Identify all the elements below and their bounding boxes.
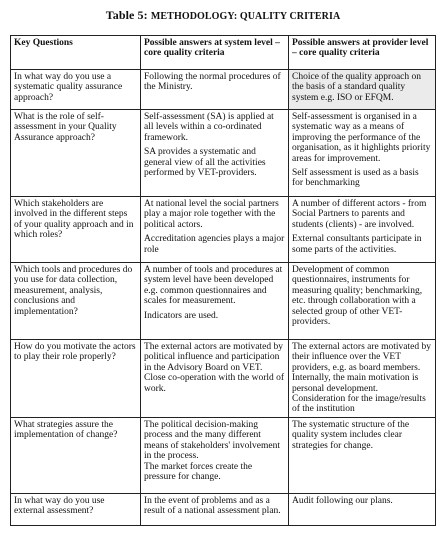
answer-text: Indicators are used. xyxy=(144,310,219,321)
provider-answer-cell xyxy=(289,263,436,340)
answer-text: SA provides a systematic and general view of all the activities performed by VET-providers. xyxy=(144,147,266,179)
header-key-questions: Key Questions xyxy=(11,36,141,70)
table-row xyxy=(11,70,436,110)
answer-text: Development of common questionnaires, instruments for measuring quality; benchmarking, etc. through collaboration with a selected group of other VET-providers. xyxy=(292,265,423,328)
header-row xyxy=(11,36,436,70)
answer-text: At national level the social partners play a major role together with the political actors. xyxy=(144,199,279,230)
quality-criteria-table xyxy=(10,35,436,526)
provider-answer-cell xyxy=(289,70,436,110)
answer-text: The external actors are motivated by political influence and participation in the Advisory Board on VET. xyxy=(144,342,284,373)
answer-text: Accreditation agencies plays a major role xyxy=(144,234,285,255)
answer-text: The systematic structure of the quality system includes clear strategies for change. xyxy=(292,420,410,451)
answer-text: Close co-operation with the world of work. xyxy=(144,373,285,394)
provider-answer-cell xyxy=(289,110,436,197)
table-row xyxy=(11,340,436,418)
system-answer-cell xyxy=(141,110,289,197)
system-answer-cell xyxy=(141,418,289,494)
table-row xyxy=(11,110,436,197)
answer-text: External consultants participate in some parts of the activities. xyxy=(292,234,422,255)
answer-text: Following the normal procedures of the Ministry. xyxy=(144,72,281,93)
provider-answer-cell xyxy=(289,340,436,418)
system-answer-cell xyxy=(141,494,289,526)
table-title-caps: METHODOLOGY: QUALITY CRITERIA xyxy=(150,11,341,22)
answer-text: The political decision-making process and the many different means of stakeholders' involvement in the process. xyxy=(144,420,280,462)
answer-text: Choice of the quality approach on the basis of a standard quality system e.g. ISO or EFQM. xyxy=(292,72,422,103)
provider-answer-cell xyxy=(289,494,436,526)
system-answer-cell xyxy=(141,263,289,340)
system-answer-cell xyxy=(141,197,289,263)
answer-text: Internally, the main motivation is personal development. xyxy=(292,373,419,394)
answer-text: Self-assessment is organised in a systematic way as a means of improving the performance of the organisation, as it highlights priority areas for improvement. xyxy=(292,112,431,164)
answer-text: A number of tools and procedures at system level have been developed e.g. common questionnaires and scales for measurement. xyxy=(144,265,283,307)
table-title xyxy=(0,8,446,23)
table-row xyxy=(11,197,436,263)
key-question-cell: Which tools and procedures do you use for data collection, measurement, analysis, conclusions and implementation? xyxy=(11,263,141,340)
answer-text: In the event of problems and as a result of a national assessment plan. xyxy=(144,496,281,517)
answer-text: Consideration for the image/results of the institution xyxy=(292,394,426,415)
provider-answer-cell xyxy=(289,197,436,263)
header-provider-level: Possible answers at provider level – core quality criteria xyxy=(289,36,436,70)
table-title-prefix: Table 5: xyxy=(105,8,151,22)
answer-text: Self assessment is used as a basis for benchmarking xyxy=(292,168,419,189)
key-question-cell: In what way do you use a systematic quality assurance approach? xyxy=(11,70,141,110)
answer-text: Audit following our plans. xyxy=(292,496,393,506)
header-system-level: Possible answers at system level – core quality criteria xyxy=(141,36,289,70)
answer-text: The external actors are motivated by their influence over the VET providers, e.g. as board members. xyxy=(292,342,432,373)
key-question-cell: How do you motivate the actors to play their role properly? xyxy=(11,340,141,418)
answer-text: Self-assessment (SA) is applied at all levels within a co-ordinated framework. xyxy=(144,112,274,143)
key-question-cell: What strategies assure the implementation of change? xyxy=(11,418,141,494)
answer-text: A number of different actors - from Social Partners to parents and students (clients) - are involved. xyxy=(292,199,427,230)
table-row xyxy=(11,494,436,526)
system-answer-cell xyxy=(141,70,289,110)
system-answer-cell xyxy=(141,340,289,418)
table-row xyxy=(11,263,436,340)
answer-text: The market forces create the pressure for change. xyxy=(144,461,253,483)
key-question-cell: Which stakeholders are involved in the different steps of your quality approach and in which roles? xyxy=(11,197,141,263)
key-question-cell: In what way do you use external assessment? xyxy=(11,494,141,526)
key-question-cell: What is the role of self-assessment in your Quality Assurance approach? xyxy=(11,110,141,197)
provider-answer-cell xyxy=(289,418,436,494)
table-row xyxy=(11,418,436,494)
